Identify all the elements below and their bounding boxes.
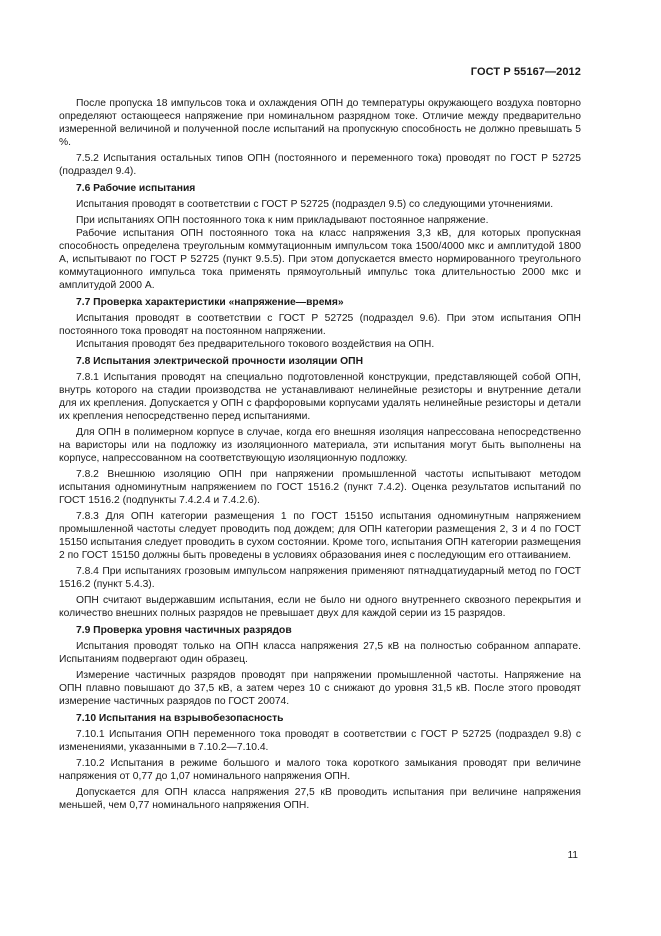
paragraph: 7.8.1 Испытания проводят на специально подготовленной конструкции, представляющей собой ОПН, внутрь которого на стадии производства не устанавливают нелинейные резисторы и внутренние детали для их крепления. Допускается у ОПН с фарфоровыми корпусами удалять нелинейные резисторы и детали их крепления непосредственно перед испытаниями. xyxy=(59,372,581,422)
section-heading: 7.10 Испытания на взрывобезопасность xyxy=(76,713,284,724)
paragraph: 7.8.3 Для ОПН категории размещения 1 по ГОСТ 15150 испытания одноминутным напряжением промышленной частоты следует проводить под дождем; для ОПН категории размещения 2, 3 и 4 по ГОСТ 15150 испытания следует проводить в сухом состоянии. Кроме того, испытания ОПН категории размещения 2 по ГОСТ 15150 должны быть проведены в условиях образования инея с последующим его оттаиванием. xyxy=(59,511,581,561)
document-body xyxy=(59,97,581,812)
page-number: 11 xyxy=(567,850,578,861)
paragraph: При испытаниях ОПН постоянного тока к ним прикладывают постоянное напряжение. xyxy=(76,215,489,226)
document-header: ГОСТ Р 55167—2012 xyxy=(470,66,581,78)
section-heading: 7.8 Испытания электрической прочности изоляции ОПН xyxy=(76,356,364,367)
paragraph: Рабочие испытания ОПН постоянного тока на класс напряжения 3,3 кВ, для которых пропускная способность определена треугольным коммутационным импульсом тока 1500/4000 мкс и амплитудой 1800 А, испытывают по ГОСТ Р 52725 (пункт 9.5.5). При этом допускается вместо нормированного треугольного коммутационного импульса тока применять прямоугольный импульс тока длительностью 2000 мкс и амплитудой 2000 А. xyxy=(59,228,581,291)
paragraph: Испытания проводят в соответствии с ГОСТ Р 52725 (подраздел 9.5) со следующими уточнениями. xyxy=(76,199,554,210)
paragraph: 7.5.2 Испытания остальных типов ОПН (постоянного и переменного тока) проводят по ГОСТ Р 52725 (подраздел 9.4). xyxy=(59,153,581,177)
section-heading: 7.9 Проверка уровня частичных разрядов xyxy=(76,625,292,636)
paragraph: 7.10.1 Испытания ОПН переменного тока проводят в соответствии с ГОСТ Р 52725 (подраздел 9.8) с изменениями, указанными в 7.10.2—7.10.4. xyxy=(59,729,581,753)
paragraph: Допускается для ОПН класса напряжения 27,5 кВ проводить испытания при величине напряжения меньшей, чем 0,77 номинального напряжения ОПН. xyxy=(59,787,581,811)
paragraph: 7.8.2 Внешнюю изоляцию ОПН при напряжении промышленной частоты испытывают методом испытания одноминутным напряжением по ГОСТ 1516.2 (пункт 7.4.2). Оценка результатов испытаний по ГОСТ 1516.2 (подпункты 7.4.2.4 и 7.4.2.6). xyxy=(59,469,581,506)
paragraph: ОПН считают выдержавшим испытания, если не было ни одного внутреннего сквозного перекрытия и количество внешних полных разрядов не превышает двух для каждой серии из 15 разрядов. xyxy=(59,595,581,619)
paragraph: 7.8.4 При испытаниях грозовым импульсом напряжения применяют пятнадцатиударный метод по ГОСТ 1516.2 (пункт 5.4.3). xyxy=(59,566,581,590)
section-heading: 7.6 Рабочие испытания xyxy=(76,183,196,194)
paragraph: Измерение частичных разрядов проводят при напряжении промышленной частоты. Напряжение на ОПН плавно повышают до 37,5 кВ, а затем через 10 с снижают до уровня 31,5 кВ. После этого проводят измерение частичных разрядов по ГОСТ 20074. xyxy=(59,670,581,707)
paragraph: После пропуска 18 импульсов тока и охлаждения ОПН до температуры окружающего воздуха повторно определяют остающееся напряжение при номинальном разрядном токе. Отличие между предварительно измеренной величиной и полученной после испытаний на пропускную способность не должно превышать 5 %. xyxy=(59,98,581,148)
paragraph: Испытания проводят в соответствии с ГОСТ Р 52725 (подраздел 9.6). При этом испытания ОПН постоянного тока проводят на постоянном напряжении. xyxy=(59,313,581,337)
paragraph: Испытания проводят без предварительного токового воздействия на ОПН. xyxy=(76,339,435,350)
paragraph: Для ОПН в полимерном корпусе в случае, когда его внешняя изоляция напрессована непосредственно на варисторы или на подложку из изоляционного материала, эти испытания могут быть выполнены на корпусе, напрессованном на соответствующую изоляционную подложку. xyxy=(59,427,581,464)
paragraph: 7.10.2 Испытания в режиме большого и малого тока короткого замыкания проводят при величине напряжения от 0,77 до 1,07 номинального напряжения ОПН. xyxy=(59,758,581,782)
paragraph: Испытания проводят только на ОПН класса напряжения 27,5 кВ на полностью собранном аппарате. Испытаниям подвергают один образец. xyxy=(59,641,581,665)
section-heading: 7.7 Проверка характеристики «напряжение—время» xyxy=(76,297,344,308)
